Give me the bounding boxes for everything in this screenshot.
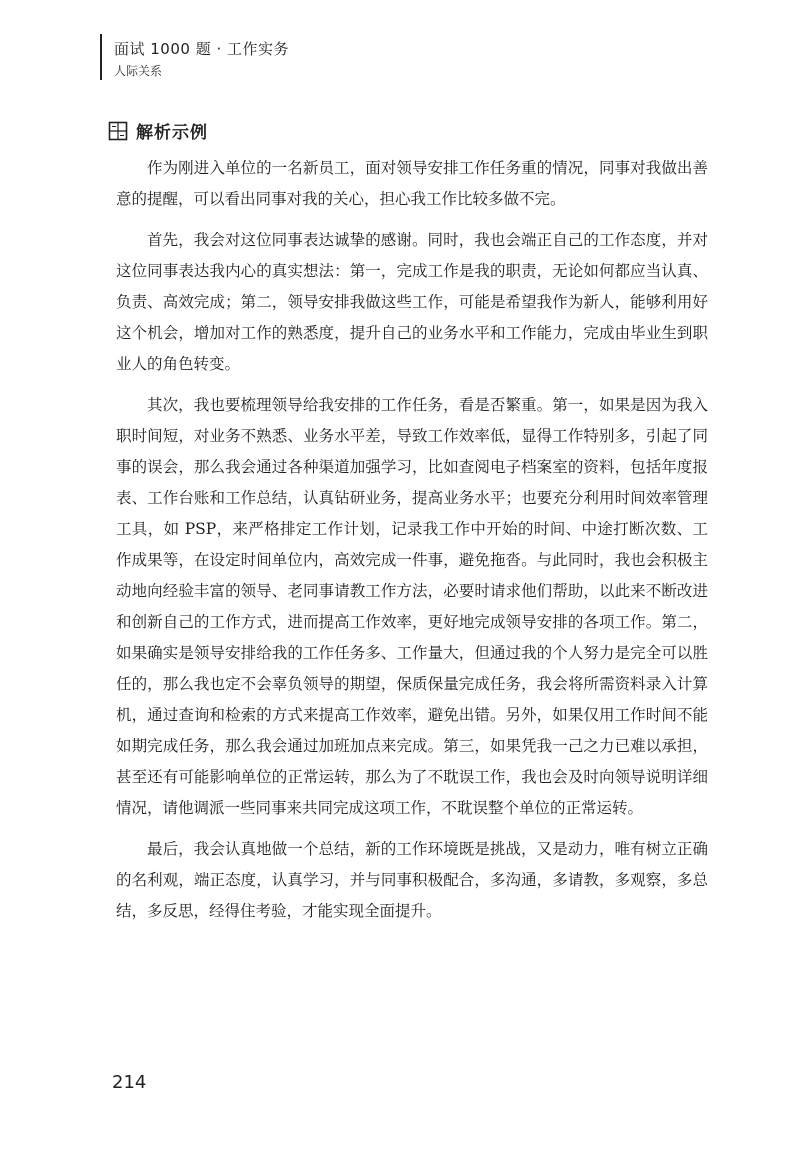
section-title: 解析示例 [136,123,208,143]
paragraph-last: 最后，我会认真地做一个总结，新的工作环境既是挑战，又是动力，唯有树立正确的名利观，端正态度，认真学习，并与同事积极配合，多沟通，多请教，多观察，多总结，多反思，经得住考验，才能实现全面提升。 [116,840,708,920]
paragraph-intro: 作为刚进入单位的一名新员工，面对领导安排工作任务重的情况，同事对我做出善意的提醒，可以看出同事对我的关心，担心我工作比较多做不完。 [116,159,708,208]
analysis-section [108,118,708,937]
page-number: 214 [112,1072,147,1093]
running-header-title: 面试 1000 题 · 工作实务 [114,40,290,58]
paragraph-first: 首先，我会对这位同事表达诚挚的感谢。同时，我也会端正自己的工作态度，并对这位同事表达我内心的真实想法：第一，完成工作是我的职责，无论如何都应当认真、负责、高效完成；第二，领导安排我做这些工作，可能是希望我作为新人，能够利用好这个机会，增加对工作的熟悉度，提升自己的业务水平和工作能力，完成由毕业生到职业人的角色转变。 [116,231,708,373]
header-rule [100,34,102,80]
running-header-subtitle: 人际关系 [114,64,163,78]
section-heading [108,118,708,143]
analysis-box-icon [108,121,128,141]
paragraph-second: 其次，我也要梳理领导给我安排的工作任务，看是否繁重。第一，如果是因为我入职时间短，对业务不熟悉、业务水平差，导致工作效率低，显得工作特别多，引起了同事的误会，那么我会通过各种渠道加强学习，比如查阅电子档案室的资料，包括年度报表、工作台账和工作总结，认真钻研业务，提高业务水平；也要充分利用时间效率管理工具，如 PSP，来严格排定工作计划，记录我工作中开始的时间、中途打断次数、工作成果等，在设定时间单位内，高效完成一件事，避免拖沓。与此同时，我也会积极主动地向经验丰富的领导、老同事请教工作方法，必要时请求他们帮助，以此来不断改进和创新自己的工作方式，进而提高工作效率，更好地完成领导安排的各项工作。第二，如果确实是领导安排给我的工作任务多、工作量大，但通过我的个人努力是完全可以胜任的，那么我也定不会辜负领导的期望，保质保量完成任务，我会将所需资料录入计算机，通过查询和检索的方式来提高工作效率，避免出错。另外，如果仅用工作时间不能如期完成任务，那么我会通过加班加点来完成。第三，如果凭我一己之力已难以承担，甚至还有可能影响单位的正常运转，那么为了不耽误工作，我也会及时向领导说明详细情况，请他调派一些同事来共同完成这项工作，不耽误整个单位的正常运转。 [116,396,708,817]
